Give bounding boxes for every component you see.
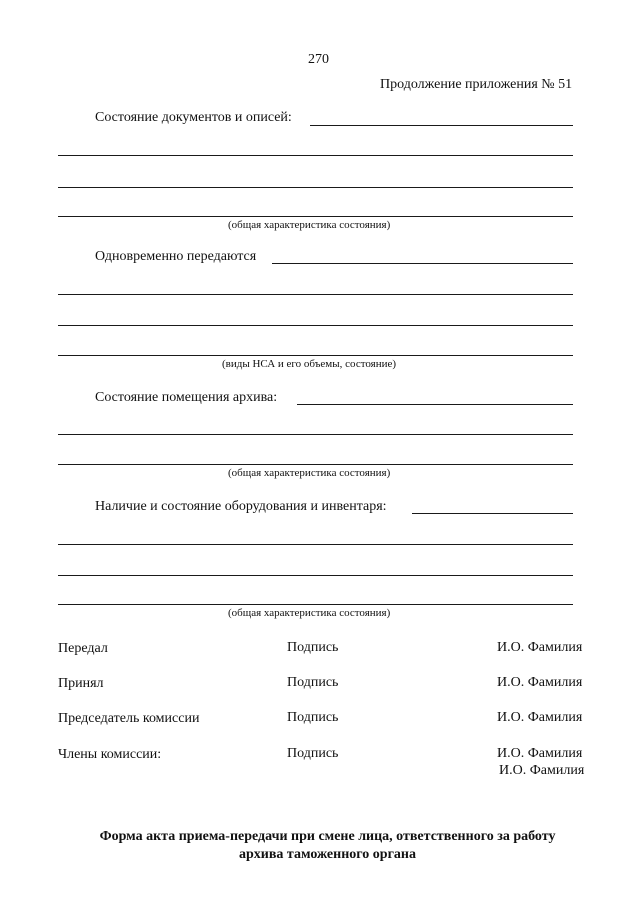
fill-line: [58, 294, 573, 295]
fill-line: [58, 216, 573, 217]
fill-line: [272, 263, 573, 264]
signature-name: И.О. Фамилия: [497, 675, 583, 690]
signature-field: Подпись: [287, 710, 339, 725]
signature-role: Передал: [58, 641, 108, 656]
fill-line: [412, 513, 573, 514]
signature-field: Подпись: [287, 746, 339, 761]
fill-line: [58, 187, 573, 188]
signature-name: И.О. Фамилия: [497, 640, 583, 655]
section-label-transferred: Одновременно передаются: [95, 249, 257, 264]
fill-line: [58, 575, 573, 576]
signature-field: Подпись: [287, 640, 339, 655]
form-title-line1: Форма акта приема-передачи при смене лица, ответственного за работу: [99, 829, 556, 844]
signature-role: Члены комиссии:: [58, 747, 162, 762]
fill-line: [58, 355, 573, 356]
fill-line: [310, 125, 573, 126]
section-label-documents: Состояние документов и описей:: [95, 110, 292, 125]
fill-line: [58, 464, 573, 465]
section-caption-transferred: (виды НСА и его объемы, состояние): [222, 358, 397, 370]
section-label-equipment: Наличие и состояние оборудования и инвентаря:: [95, 499, 387, 514]
signature-name: И.О. Фамилия: [499, 763, 585, 778]
section-caption-premises: (общая характеристика состояния): [228, 467, 391, 479]
signature-field: Подпись: [287, 675, 339, 690]
section-caption-equipment: (общая характеристика состояния): [228, 607, 391, 619]
page-number: 270: [308, 52, 329, 67]
fill-line: [297, 404, 573, 405]
fill-line: [58, 544, 573, 545]
fill-line: [58, 604, 573, 605]
signature-role: Председатель комиссии: [58, 711, 200, 726]
section-caption-documents: (общая характеристика состояния): [228, 219, 391, 231]
fill-line: [58, 325, 573, 326]
signature-name: И.О. Фамилия: [497, 710, 583, 725]
section-label-premises: Состояние помещения архива:: [95, 390, 278, 405]
fill-line: [58, 434, 573, 435]
signature-role: Принял: [58, 676, 104, 691]
signature-name: И.О. Фамилия: [497, 746, 583, 761]
fill-line: [58, 155, 573, 156]
appendix-note: Продолжение приложения № 51: [380, 77, 573, 92]
form-title-line2: архива таможенного органа: [239, 847, 416, 862]
